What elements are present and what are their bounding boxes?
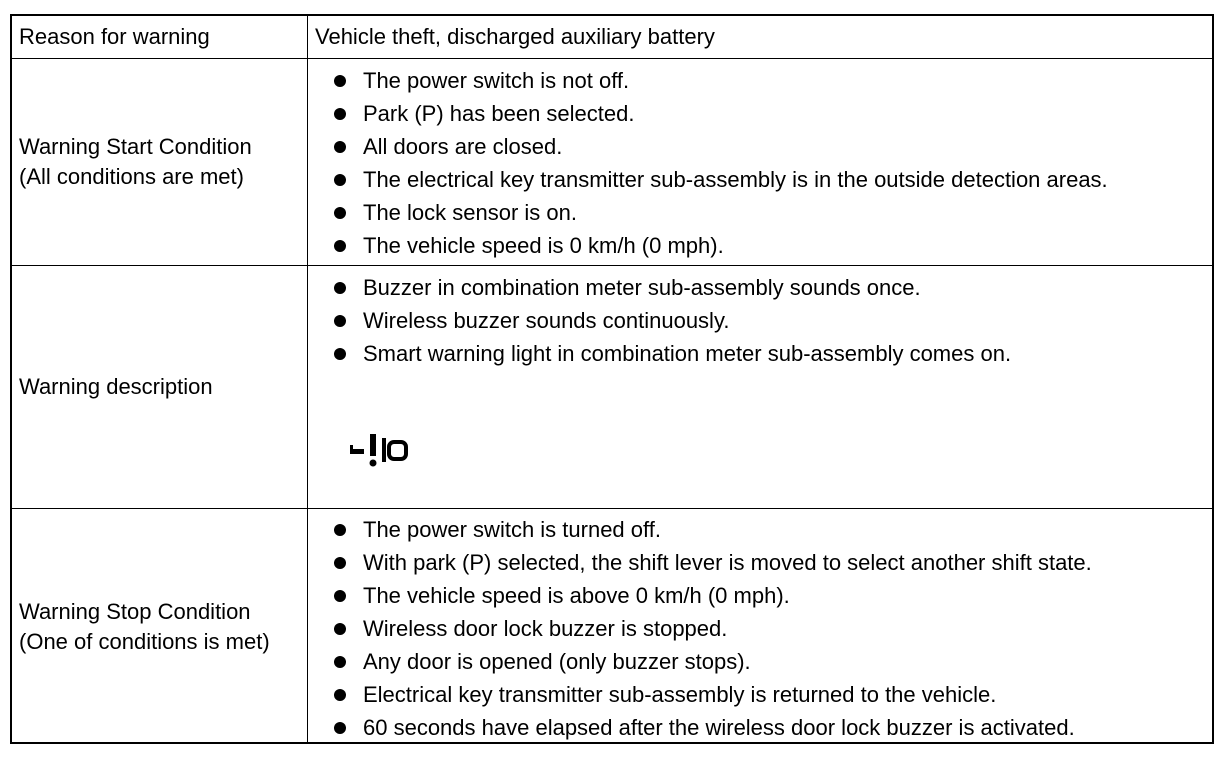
description-label: Warning description (19, 374, 213, 399)
bullet-icon (334, 240, 346, 252)
list-item: The vehicle speed is above 0 km/h (0 mph). (315, 579, 1212, 612)
bullet-icon (334, 557, 346, 569)
reason-label: Reason for warning (19, 24, 210, 49)
bullet-icon (334, 623, 346, 635)
list-item: The electrical key transmitter sub-assembly is in the outside detection areas. (315, 163, 1212, 196)
description-list-cell (308, 266, 1212, 508)
list-item: The power switch is not off. (315, 64, 1212, 97)
reason-label-cell (12, 16, 308, 58)
bullet-icon (334, 282, 346, 294)
reason-value: Vehicle theft, discharged auxiliary battery (315, 24, 715, 49)
row-warning-description (12, 266, 1212, 509)
bullet-icon (334, 141, 346, 153)
bullet-icon (334, 348, 346, 360)
description-list (315, 266, 1212, 370)
list-item: The lock sensor is on. (315, 196, 1212, 229)
stop-condition-label-cell (12, 509, 308, 744)
stop-condition-sublabel: (One of conditions is met) (19, 628, 270, 654)
list-item: Wireless door lock buzzer is stopped. (315, 612, 1212, 645)
list-item: All doors are closed. (315, 130, 1212, 163)
bullet-icon (334, 689, 346, 701)
list-item: Smart warning light in combination meter sub-assembly comes on. (315, 337, 1212, 370)
start-condition-label: Warning Start Condition (19, 134, 252, 159)
list-item: With park (P) selected, the shift lever is moved to select another shift state. (315, 546, 1212, 579)
stop-condition-list (315, 509, 1212, 744)
start-condition-list (315, 59, 1212, 262)
row-reason (12, 16, 1212, 59)
bullet-icon (334, 656, 346, 668)
bullet-icon (334, 590, 346, 602)
bullet-icon (334, 524, 346, 536)
list-item: Electrical key transmitter sub-assembly is returned to the vehicle. (315, 678, 1212, 711)
list-item: Park (P) has been selected. (315, 97, 1212, 130)
bullet-icon (334, 108, 346, 120)
warning-table (10, 14, 1214, 744)
start-condition-list-cell (308, 59, 1212, 265)
smart-key-warning-indicator-icon (346, 428, 416, 478)
start-condition-sublabel: (All conditions are met) (19, 164, 244, 189)
description-label-cell (12, 266, 308, 508)
list-item: Buzzer in combination meter sub-assembly sounds once. (315, 271, 1212, 304)
list-item: The power switch is turned off. (315, 513, 1212, 546)
row-stop-condition (12, 509, 1212, 744)
start-condition-label-cell (12, 59, 308, 265)
stop-condition-list-cell (308, 509, 1212, 744)
list-item: The vehicle speed is 0 km/h (0 mph). (315, 229, 1212, 262)
bullet-icon (334, 315, 346, 327)
bullet-icon (334, 174, 346, 186)
list-item: Any door is opened (only buzzer stops). (315, 645, 1212, 678)
bullet-icon (334, 75, 346, 87)
bullet-icon (334, 722, 346, 734)
row-start-condition (12, 59, 1212, 266)
reason-value-cell (308, 16, 1212, 58)
list-item: 60 seconds have elapsed after the wireless door lock buzzer is activated. (315, 711, 1212, 744)
bullet-icon (334, 207, 346, 219)
list-item: Wireless buzzer sounds continuously. (315, 304, 1212, 337)
stop-condition-label: Warning Stop Condition (19, 598, 251, 624)
